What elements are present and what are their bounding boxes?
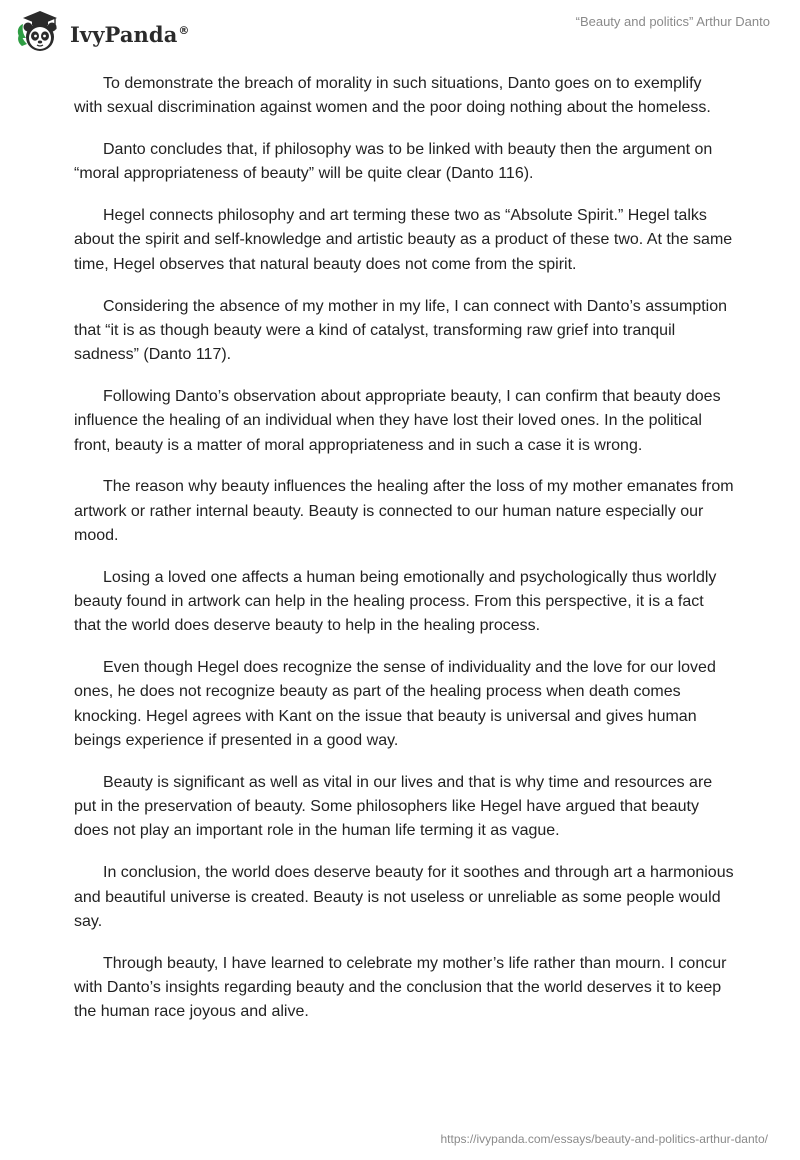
brand-registered-mark: ® [178,23,190,37]
brand-name [70,22,190,47]
paragraph: In conclusion, the world does deserve beauty for it soothes and through art a harmonious and beautiful universe is created. Beauty is not useless or unreliable as some people would say. [74,864,734,930]
paragraph: The reason why beauty influences the healing after the loss of my mother emanates from artwork or rather internal beauty. Beauty is connected to our human nature especially our mood. [74,478,734,544]
page-header [0,0,800,58]
document-title: “Beauty and politics” Arthur Danto [575,14,770,29]
paragraph: Through beauty, I have learned to celebrate my mother’s life rather than mourn. I concur with Danto’s insights regarding beauty and the conclusion that the world deserves it to keep the human race joyous and alive. [74,954,727,1021]
paragraph: Hegel connects philosophy and art terming these two as “Absolute Spirit.” Hegel talks about the spirit and self-knowledge and artistic beauty as a product of these two. At the same time, Hegel observes that natural beauty does not come from the spirit. [74,207,733,273]
paragraph: Beauty is significant as well as vital in our lives and that is why time and resources are put in the preservation of beauty. Some philosophers like Hegel have argued that beauty does not play an important role in the human life terming it as vague. [74,773,713,840]
paragraph: Losing a loved one affects a human being emotionally and psychologically thus worldly beauty found in artwork can help in the healing process. From this perspective, it is a fact that the world does deserve beauty to help in the healing process. [74,568,717,635]
panda-graduation-cap-icon [14,8,62,56]
source-url-link[interactable]: https://ivypanda.com/essays/beauty-and-politics-arthur-danto/ [440,1132,768,1146]
brand-name-text: IvyPanda [70,21,178,47]
paragraph: Danto concludes that, if philosophy was to be linked with beauty then the argument on “moral appropriateness of beauty” will be quite clear (Danto 116). [74,141,713,183]
essay-body [74,72,734,1042]
paragraph: Even though Hegel does recognize the sense of individuality and the love for our loved ones, he does not recognize beauty as part of the healing process when death comes knocking. Hegel agrees with Kant on the issue that beauty is universal and gives human beings experience if presented in a good way. [74,659,716,750]
paragraph: Following Danto’s observation about appropriate beauty, I can confirm that beauty does influence the healing of an individual when they have lost their loved ones. In the political front, beauty is a matter of moral appropriateness and in such a case it is wrong. [74,387,721,454]
paragraph: Considering the absence of my mother in my life, I can connect with Danto’s assumption that “it is as though beauty were a kind of catalyst, transforming raw grief into tranquil sadness” (Danto 117). [74,297,728,364]
brand-logo[interactable] [14,8,190,56]
paragraph: To demonstrate the breach of morality in such situations, Danto goes on to exemplify with sexual discrimination against women and the poor doing nothing about the homeless. [74,75,711,117]
